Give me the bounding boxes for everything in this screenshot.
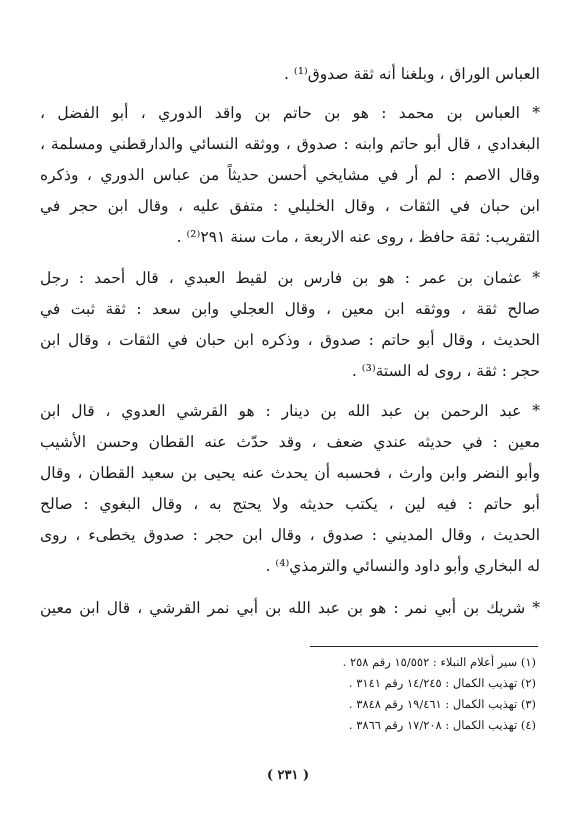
text-line: العباس الوراق ، وبلغنا أنه ثقة صدوق⁽¹⁾ . [284, 65, 540, 83]
text-line: * شريك بن أبي نمر : هو بن عبد الله بن أبي نمر القرشي ، قال ابن معين [40, 599, 540, 617]
text-line: الحديث ، وقال أبو حاتم : صدوق ، وذكره ابن حبان في الثقات ، وقال ابن [40, 331, 540, 349]
text-line: معين : في حديثه عندي ضعف ، وقد حدّث عنه القطان وحسن الأشيب [40, 433, 540, 451]
footnote-3: (٣) تهذيب الكمال : ١٩/٤٦١ رقم ٣٨٤٨ . [348, 697, 536, 711]
footnote-divider [310, 646, 538, 647]
text-line: * العباس بن محمد : هو بن حاتم بن واقد الدوري ، أبو الفضل ، [40, 104, 540, 122]
paragraph-sharik-bin-abi-namir [40, 593, 540, 624]
text-line: له البخاري وأبو داود والنسائي والترمذي⁽⁴⁾ . [265, 557, 540, 575]
text-line: أبو حاتم : فيه لين ، يكتب حديثه ولا يحتج به ، وقال البغوي : صالح [40, 495, 540, 513]
footnote-1: (١) سير أعلام النبلاء : ١٥/٥٥٢ رقم ٢٥٨ . [342, 655, 536, 669]
paragraph-1 [40, 59, 540, 90]
text-line: البغدادي ، قال أبو حاتم وابنه : صدوق ، ووثقه النسائي والدارقطني ومسلمة ، [40, 135, 540, 153]
text-line: وأبو النضر وابن وارث ، فحسبه أن يحدث عنه يحيى بن سعيد القطان ، وقال [40, 464, 540, 482]
paragraph-abdulrahman-bin-abdullah [40, 396, 540, 582]
text-line: الحديث ، وقال المديني : صدوق ، وقال ابن حجر : صدوق يخطىء ، روى [40, 526, 540, 544]
text-line: صالح ثقة ، ووثقه ابن معين ، وقال العجلي وابن سعد : ثقة ثبت في [40, 300, 540, 318]
footnote-4: (٤) تهذيب الكمال : ١٧/٢٠٨ رقم ٣٨٦٦ . [348, 718, 536, 732]
paragraph-abbas-bin-muhammad [40, 98, 540, 253]
text-line: وقال الاصم : لم أر في مشايخي أحسن حديثاً من عباس الدوري ، وذكره [40, 166, 540, 184]
text-line: * عثمان بن عمر : هو بن فارس بن لقيط العبدي ، قال أحمد : رجل [40, 269, 540, 287]
footnote-2: (٢) تهذيب الكمال : ١٤/٢٤٥ رقم ٣١٤١ . [348, 676, 536, 690]
page-number: ( ٢٣١ ) [266, 768, 310, 783]
text-line: حجر : ثقة ، روى له الستة⁽³⁾ . [351, 362, 540, 380]
text-line: ابن حبان في الثقات ، وقال الخليلي : متفق عليه ، وقال ابن حجر في [40, 197, 540, 215]
footnotes [236, 652, 536, 736]
text-line: التقريب: ثقة حافظ ، روى عنه الاربعة ، مات سنة ٢٩١⁽²⁾ . [176, 228, 540, 246]
paragraph-uthman-bin-umar [40, 263, 540, 387]
text-line: * عبد الرحمن بن عبد الله بن دينار : هو القرشي العدوي ، قال ابن [40, 402, 540, 420]
